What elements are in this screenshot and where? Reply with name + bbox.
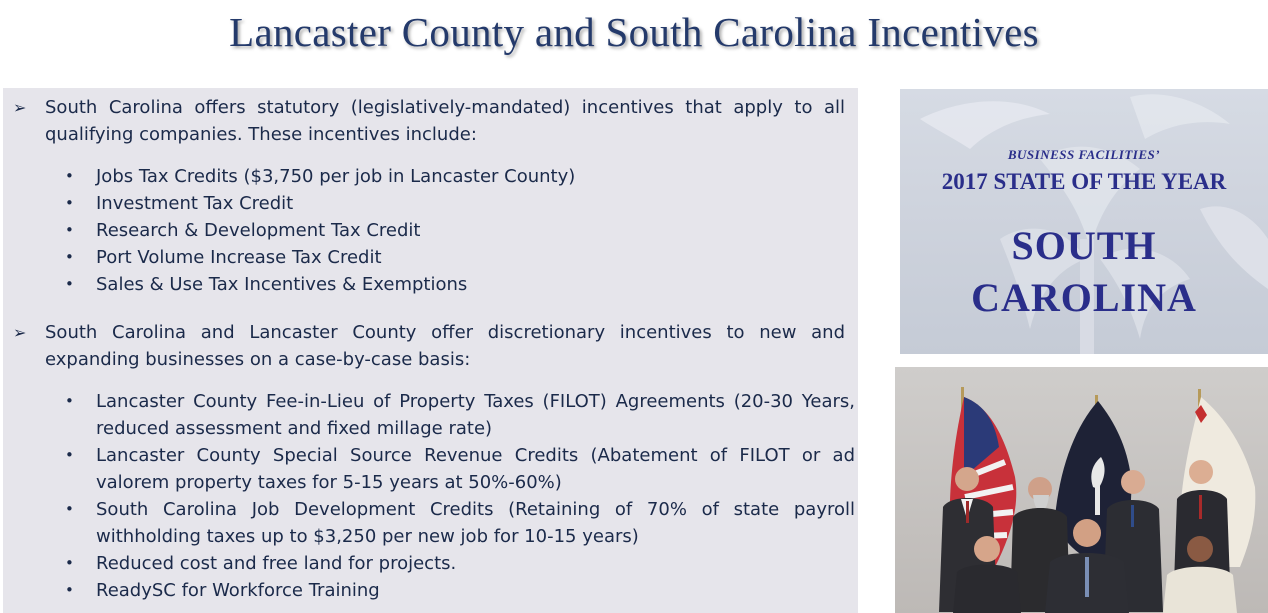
list-item: • ReadySC for Workforce Training (3, 577, 855, 604)
badge-line-3: SOUTH (1011, 223, 1157, 268)
statutory-intro: South Carolina offers statutory (legislatively-mandated) incentives that apply to all qualifying companies. These incentives include: (45, 97, 845, 145)
discretionary-intro: South Carolina and Lancaster County offer discretionary incentives to new and expanding businesses on a case-by-case basis: (45, 322, 845, 370)
bullet-dot-icon: • (65, 392, 74, 410)
badge-line-1: BUSINESS FACILITIES’ (1007, 147, 1161, 162)
badge-line-2: 2017 STATE OF THE YEAR (941, 169, 1227, 194)
bullet-dot-icon: • (65, 194, 74, 212)
list-item: • Investment Tax Credit (3, 190, 855, 217)
statutory-paragraph (3, 94, 858, 148)
list-item: • Port Volume Increase Tax Credit (3, 244, 855, 271)
arrow-bullet-icon: ➢ (13, 323, 27, 342)
arrow-bullet-icon: ➢ (13, 98, 27, 117)
bullet-dot-icon: • (65, 275, 74, 293)
bullet-dot-icon: • (65, 500, 74, 518)
list-item: • Jobs Tax Credits ($3,750 per job in Lancaster County) (3, 163, 855, 190)
page-title: Lancaster County and South Carolina Incentives (229, 9, 1039, 55)
list-item: • Lancaster County Special Source Revenue Credits (Abatement of FILOT or ad valorem property taxes for 5-15 years at 50%-60%) (3, 442, 855, 496)
discretionary-list (3, 388, 858, 604)
discretionary-paragraph (3, 319, 858, 373)
list-item: • Research & Development Tax Credit (3, 217, 855, 244)
bullet-dot-icon: • (65, 554, 74, 572)
council-group-photo (895, 367, 1268, 613)
bullet-dot-icon: • (65, 248, 74, 266)
badge-line-4: CAROLINA (971, 275, 1197, 320)
bullet-dot-icon: • (65, 446, 74, 464)
incentives-panel (3, 88, 858, 613)
group-photo-icon (895, 367, 1268, 613)
bullet-dot-icon: • (65, 221, 74, 239)
list-item: • Reduced cost and free land for projects. (3, 550, 855, 577)
bullet-dot-icon: • (65, 581, 74, 599)
list-item: • South Carolina Job Development Credits (Retaining of 70% of state payroll withholding taxes up to $3,250 per new job for 10-15 years) (3, 496, 855, 550)
state-of-the-year-badge (900, 89, 1268, 354)
list-item: • Lancaster County Fee-in-Lieu of Property Taxes (FILOT) Agreements (20-30 Years, reduced assessment and fixed millage rate) (3, 388, 855, 442)
bullet-dot-icon: • (65, 167, 74, 185)
statutory-list (3, 163, 858, 298)
list-item: • Sales & Use Tax Incentives & Exemptions (3, 271, 855, 298)
